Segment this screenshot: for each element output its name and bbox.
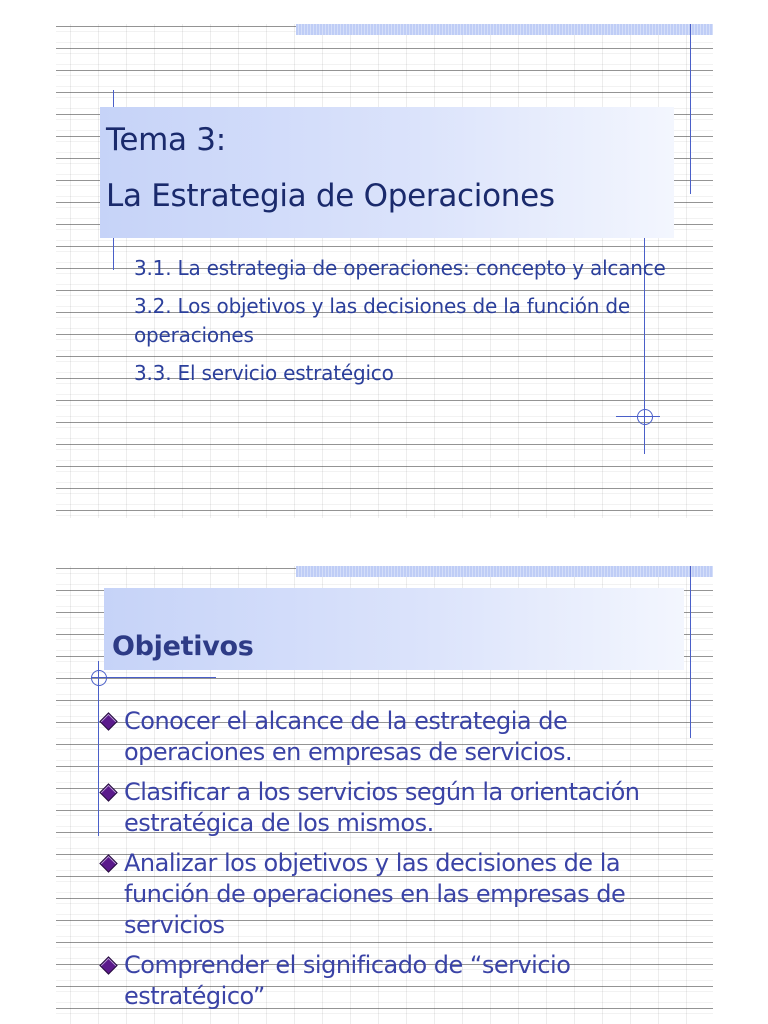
slide-objectives — [56, 566, 713, 1024]
objective-item — [100, 706, 660, 768]
diamond-bullet-icon — [99, 956, 117, 974]
topic-list — [134, 254, 694, 397]
decor-horizontal-line — [92, 677, 216, 678]
slide-title-line-2: La Estrategia de Operaciones — [106, 178, 555, 214]
diamond-bullet-icon — [99, 783, 117, 801]
topic-item: 3.2. Los objetivos y las decisiones de la función de operaciones — [134, 294, 631, 347]
topic-item: 3.3. El servicio estratégico — [134, 361, 394, 385]
objective-text: Comprender el significado de “servicio estratégico” — [124, 951, 571, 1010]
objective-text: Clasificar a los servicios según la orientación estratégica de los mismos. — [124, 778, 640, 837]
decor-vertical-line — [690, 566, 691, 738]
decor-vertical-line — [690, 24, 691, 194]
slide-title — [56, 24, 713, 518]
decor-circle-icon — [637, 409, 653, 425]
objective-item — [100, 777, 660, 839]
objective-text: Analizar los objetivos y las decisiones de la función de operaciones en las empresas de servicios — [124, 849, 626, 939]
objective-item — [100, 950, 660, 1012]
objective-item — [100, 848, 660, 941]
slide-title-line-1: Tema 3: — [106, 122, 226, 158]
slide-top-bar — [296, 566, 713, 577]
diamond-bullet-icon — [99, 854, 117, 872]
decor-vertical-line — [98, 661, 99, 836]
decor-circle-icon — [91, 670, 107, 686]
slide-top-bar — [296, 24, 713, 35]
objective-text: Conocer el alcance de la estrategia de operaciones en empresas de servicios. — [124, 707, 573, 766]
topic-item: 3.1. La estrategia de operaciones: concepto y alcance — [134, 256, 666, 280]
diamond-bullet-icon — [99, 712, 117, 730]
slide-title: Objetivos — [112, 631, 254, 662]
objectives-list — [100, 706, 660, 1021]
